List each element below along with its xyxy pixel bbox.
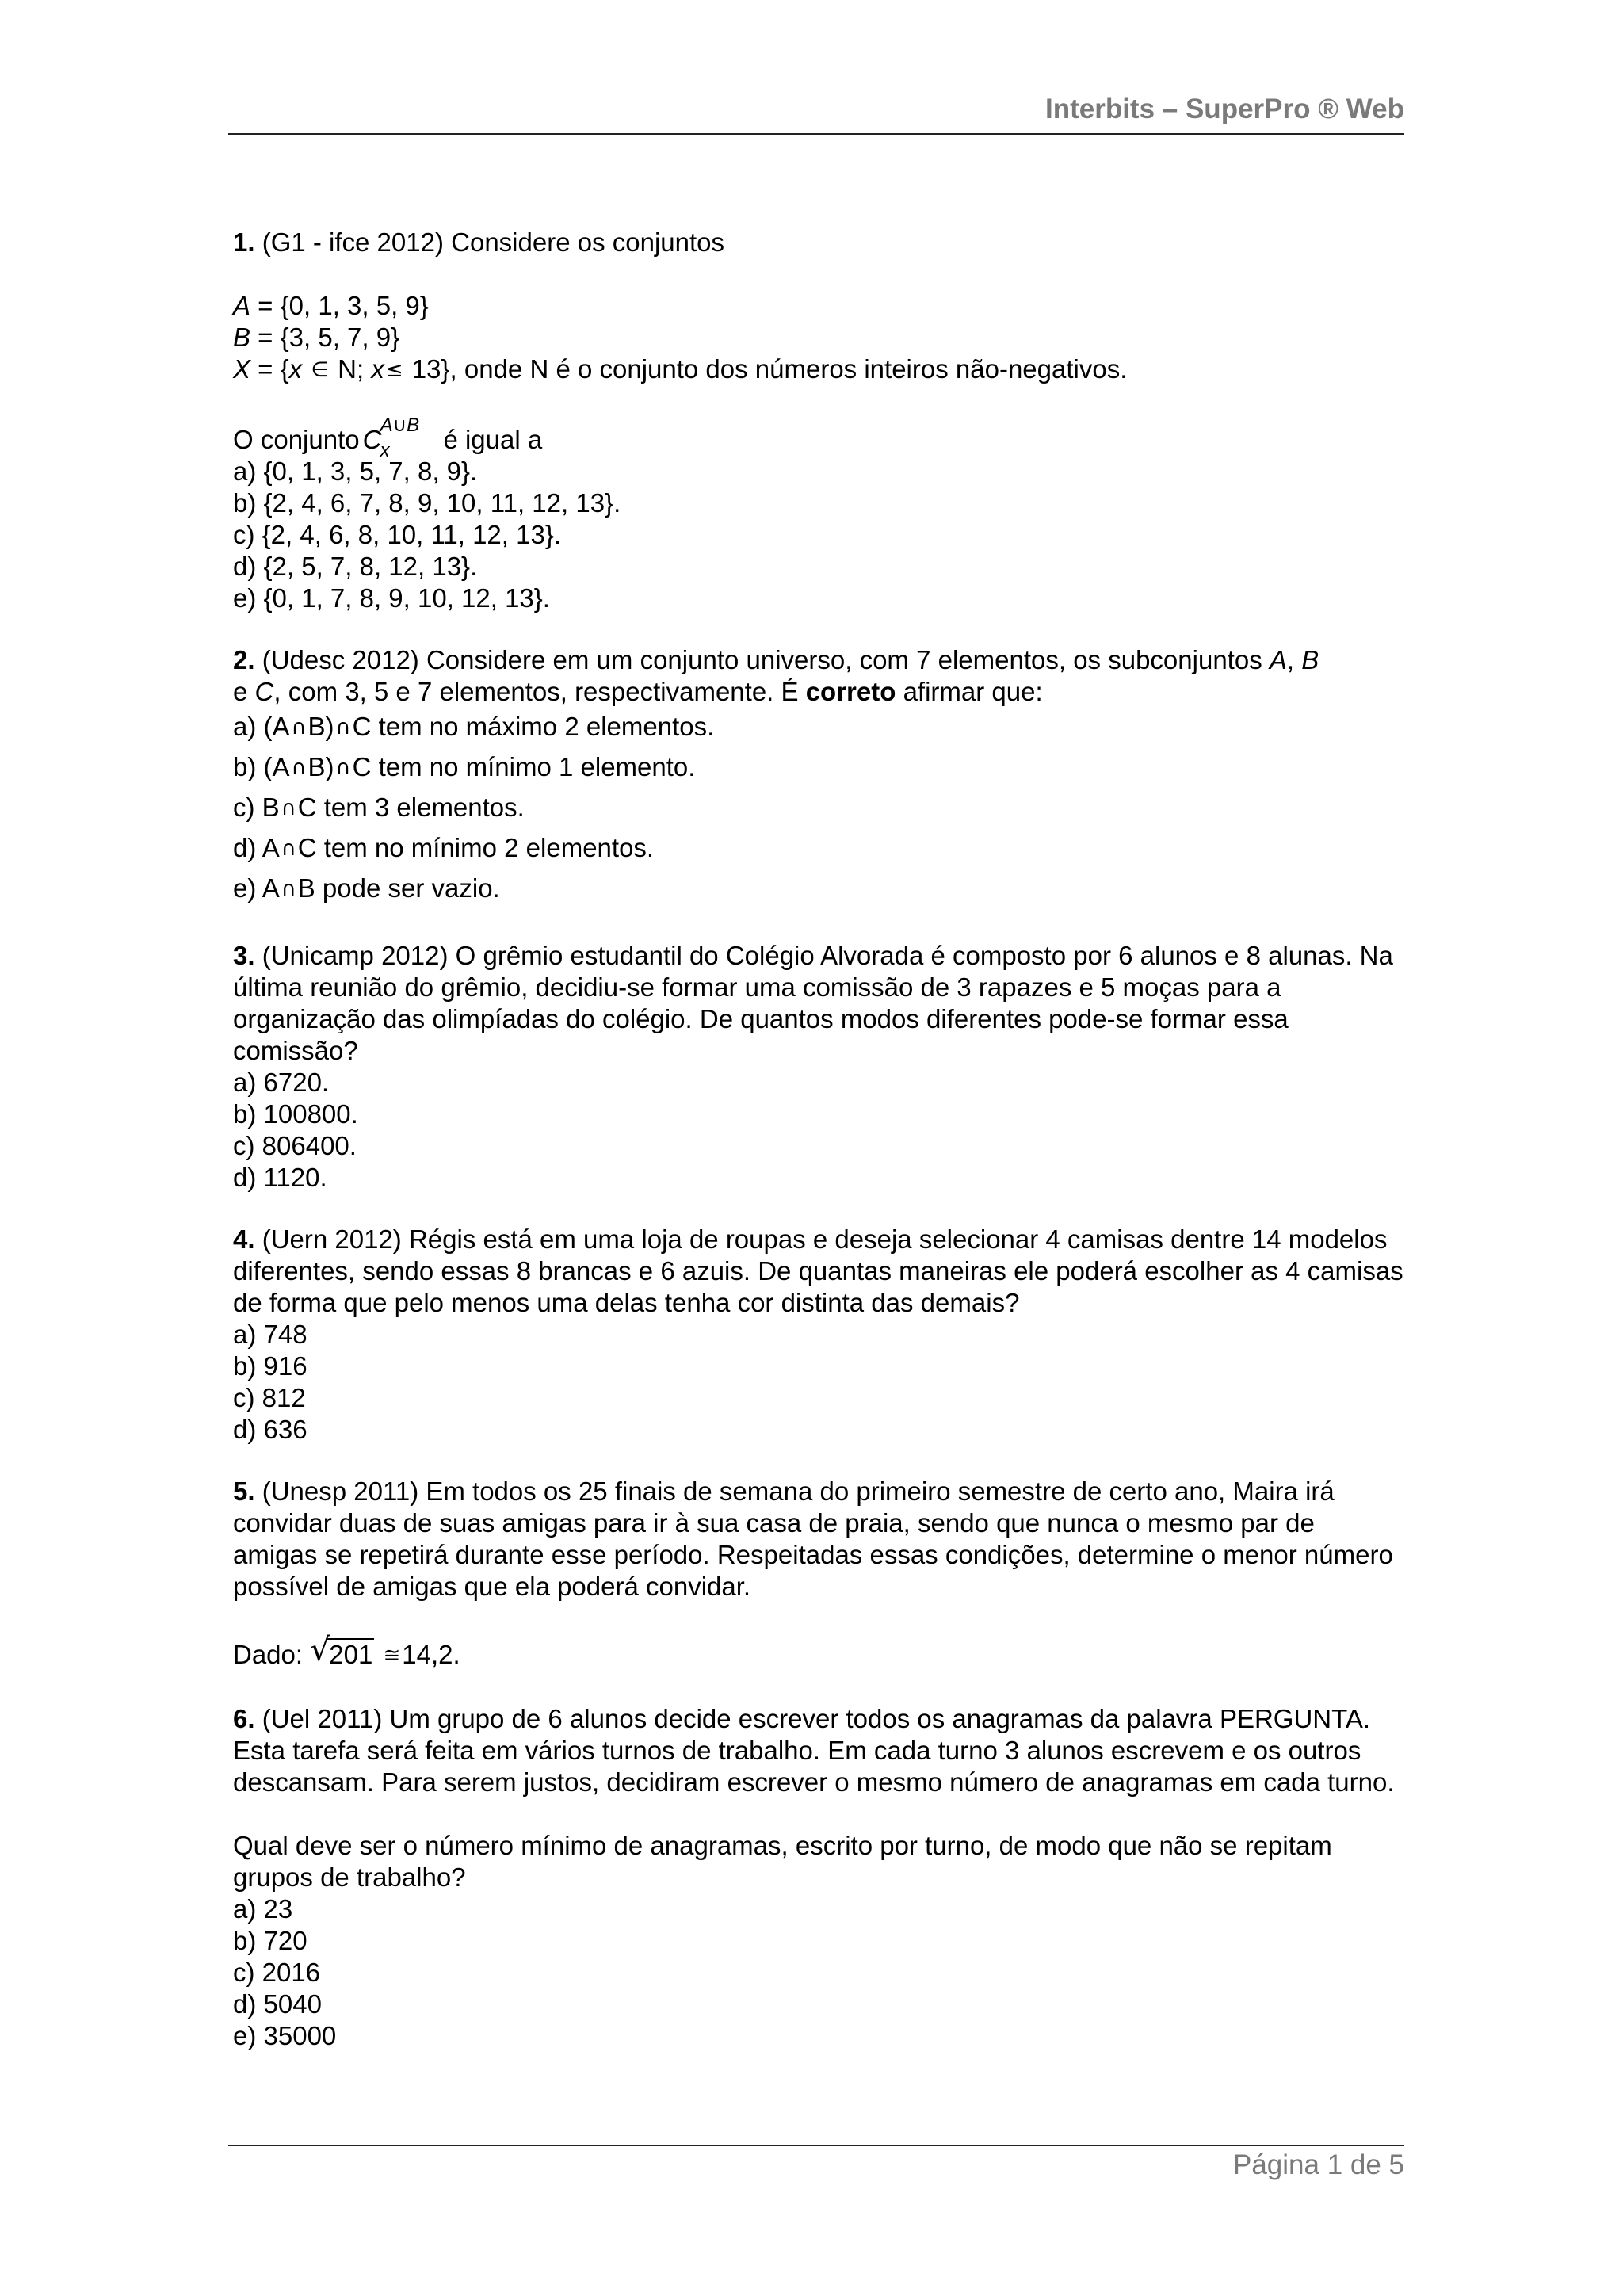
set-text: 13}, onde N é o conjunto dos números inteiros não-negativos. xyxy=(404,354,1128,384)
set-name: A xyxy=(233,291,251,320)
question-text: e xyxy=(233,677,255,706)
intersection-symbol: ∩ xyxy=(291,756,307,780)
question-text: é igual a xyxy=(443,425,543,454)
set-name: B xyxy=(1301,645,1319,674)
question-text: (Unesp 2011) Em todos os 25 finais de semana do primeiro semestre de certo ano, Maira irá convidar duas de suas amigas para ir à sua casa de praia, sendo que nunca o mesmo par de amigas se repetirá durante esse período. Respeitadas essas condições, determine o menor número possível de amigas que ela poderá convidar. xyxy=(233,1477,1393,1601)
option-text: C tem no máximo 2 elementos. xyxy=(352,712,715,741)
page-number: Página 1 de 5 xyxy=(1232,2149,1404,2180)
question-text: (Udesc 2012) Considere em um conjunto universo, com 7 elementos, os subconjuntos xyxy=(254,645,1270,674)
answer-option-c: c) {2, 4, 6, 8, 10, 11, 12, 13}. xyxy=(233,520,562,549)
given-data xyxy=(233,1632,1406,1673)
set-text: N; xyxy=(330,354,372,384)
complement-subscript: x xyxy=(380,440,390,461)
set-a-definition xyxy=(233,290,1406,322)
question-text: (G1 - ifce 2012) Considere os conjuntos xyxy=(254,227,725,257)
intersection-symbol: ∩ xyxy=(281,797,296,820)
question-text: (Uern 2012) Régis está em uma loja de roupas e deseja selecionar 4 camisas dentre 14 modelos diferentes, sendo essas 8 brancas e 6 azuis. De quantas maneiras ele poderá escolher as 4 camisas de forma que pelo menos uma delas tenha cor distinta das demais? xyxy=(233,1224,1403,1317)
answer-option-d xyxy=(233,829,1406,869)
set-name: A xyxy=(1269,645,1287,674)
answer-option-c: c) 812 xyxy=(233,1383,306,1412)
question-text: afirmar que: xyxy=(896,677,1043,706)
intersection-symbol: ∩ xyxy=(281,837,296,861)
set-name: B xyxy=(233,323,251,352)
answer-option-d: d) 1120. xyxy=(233,1163,327,1192)
question-1 xyxy=(233,227,1406,614)
question-text: , xyxy=(1286,645,1302,674)
approx-symbol: ≅ xyxy=(383,1644,401,1668)
square-root xyxy=(310,1632,374,1671)
emphasis-text: correto xyxy=(805,677,896,706)
question-6-stem xyxy=(233,1703,1406,1798)
intersection-symbol: ∩ xyxy=(335,716,351,739)
radicand: 201 xyxy=(329,1640,373,1669)
answer-option-d: d) 5040 xyxy=(233,1989,322,2019)
answer-option-c: c) 2016 xyxy=(233,1958,321,1987)
answer-option-a xyxy=(233,708,1406,748)
answer-option-b: b) {2, 4, 6, 7, 8, 9, 10, 11, 12, 13}. xyxy=(233,488,621,518)
question-1-stem xyxy=(233,415,1406,461)
question-number: 1. xyxy=(233,227,255,257)
question-6-prompt: Qual deve ser o número mínimo de anagramas, escrito por turno, de modo que não se repitam grupos de trabalho? xyxy=(233,1831,1332,1892)
answer-options xyxy=(233,1067,1406,1194)
option-text: C tem 3 elementos. xyxy=(297,793,525,822)
question-2-stem xyxy=(233,644,1406,708)
question-1-intro xyxy=(233,227,1406,258)
question-text: O conjunto xyxy=(233,425,360,454)
option-text: B) xyxy=(307,752,334,781)
question-5-stem xyxy=(233,1476,1406,1603)
radical-symbol: √ xyxy=(310,1632,330,1668)
answer-options xyxy=(233,456,1406,614)
answer-option-a: a) 6720. xyxy=(233,1068,330,1097)
set-elements: = {0, 1, 3, 5, 9} xyxy=(250,291,429,320)
question-number: 5. xyxy=(233,1477,255,1506)
option-text: d) A xyxy=(233,833,280,862)
complement-base: C xyxy=(362,425,382,454)
given-value: 14,2. xyxy=(402,1640,460,1669)
answer-option-c xyxy=(233,789,1406,829)
question-number: 2. xyxy=(233,645,255,674)
question-4 xyxy=(233,1224,1406,1446)
answer-option-b: b) 720 xyxy=(233,1926,307,1955)
variable: x xyxy=(371,354,384,384)
option-text: e) A xyxy=(233,873,280,903)
spacer xyxy=(233,1798,1406,1830)
intersection-symbol: ∩ xyxy=(281,877,296,901)
given-label: Dado: xyxy=(233,1640,311,1669)
option-text: c) B xyxy=(233,793,280,822)
question-text: (Uel 2011) Um grupo de 6 alunos decide escrever todos os anagramas da palavra PERGUNTA. Esta tarefa será feita em vários turnos de trabalho. Em cada turno 3 alunos escrevem e os outros descansam. Para serem justos, decidiram escrever o mesmo número de anagramas em cada turno. xyxy=(233,1704,1395,1797)
set-b-definition xyxy=(233,322,1406,353)
less-equal-symbol: ≤ xyxy=(385,358,403,382)
set-elements: = {3, 5, 7, 9} xyxy=(250,323,400,352)
question-4-stem xyxy=(233,1224,1406,1319)
answer-option-a: a) 748 xyxy=(233,1320,307,1349)
question-number: 4. xyxy=(233,1224,255,1254)
header-rule xyxy=(228,133,1404,135)
spacer xyxy=(233,258,1406,290)
intersection-symbol: ∩ xyxy=(291,716,307,739)
spacer xyxy=(233,1603,1406,1634)
set-name: C xyxy=(254,677,274,706)
question-text: , com 3, 5 e 7 elementos, respectivamente. É xyxy=(273,677,806,706)
question-number: 3. xyxy=(233,941,255,970)
answer-option-b: b) 916 xyxy=(233,1351,307,1381)
question-3 xyxy=(233,940,1406,1194)
element-of-symbol: ∈ xyxy=(311,358,329,382)
answer-option-c: c) 806400. xyxy=(233,1131,357,1160)
set-text: = { xyxy=(250,354,289,384)
answer-options xyxy=(233,1319,1406,1446)
set-x-definition xyxy=(233,353,1406,388)
answer-options xyxy=(233,1893,1406,2052)
question-text: (Unicamp 2012) O grêmio estudantil do Colégio Alvorada é composto por 6 alunos e 8 alunas. Na última reunião do grêmio, decidiu-se formar uma comissão de 3 rapazes e 5 moças para a organização das olimpíadas do colégio. De quantos modos diferentes pode-se formar essa comissão? xyxy=(233,941,1393,1065)
option-text: B pode ser vazio. xyxy=(297,873,500,903)
complement-notation xyxy=(362,415,439,461)
answer-option-b xyxy=(233,748,1406,789)
answer-option-d: d) 636 xyxy=(233,1415,307,1444)
page-header-title: Interbits – SuperPro ® Web xyxy=(1044,94,1404,124)
answer-option-e: e) 35000 xyxy=(233,2021,337,2050)
option-text: C tem no mínimo 1 elemento. xyxy=(352,752,696,781)
variable: x xyxy=(288,354,303,384)
option-text: C tem no mínimo 2 elementos. xyxy=(297,833,655,862)
question-5 xyxy=(233,1476,1406,1673)
question-2 xyxy=(233,644,1406,910)
complement-superscript: A∪B xyxy=(380,415,420,436)
intersection-symbol: ∩ xyxy=(335,756,351,780)
question-6 xyxy=(233,1703,1406,2052)
question-number: 6. xyxy=(233,1704,255,1733)
answer-option-e: e) {0, 1, 7, 8, 9, 10, 12, 13}. xyxy=(233,583,550,613)
answer-option-d: d) {2, 5, 7, 8, 12, 13}. xyxy=(233,552,478,581)
answer-option-e xyxy=(233,869,1406,910)
option-text: B) xyxy=(307,712,334,741)
option-text: b) (A xyxy=(233,752,290,781)
question-3-stem xyxy=(233,940,1406,1067)
answer-option-a: a) 23 xyxy=(233,1894,293,1924)
answer-options xyxy=(233,708,1406,910)
answer-option-b: b) 100800. xyxy=(233,1099,358,1129)
set-name: X xyxy=(233,354,251,384)
option-text: a) (A xyxy=(233,712,290,741)
question-list xyxy=(233,227,1406,2052)
footer-rule xyxy=(228,2145,1404,2146)
answer-option-a: a) {0, 1, 3, 5, 7, 8, 9}. xyxy=(233,457,478,486)
